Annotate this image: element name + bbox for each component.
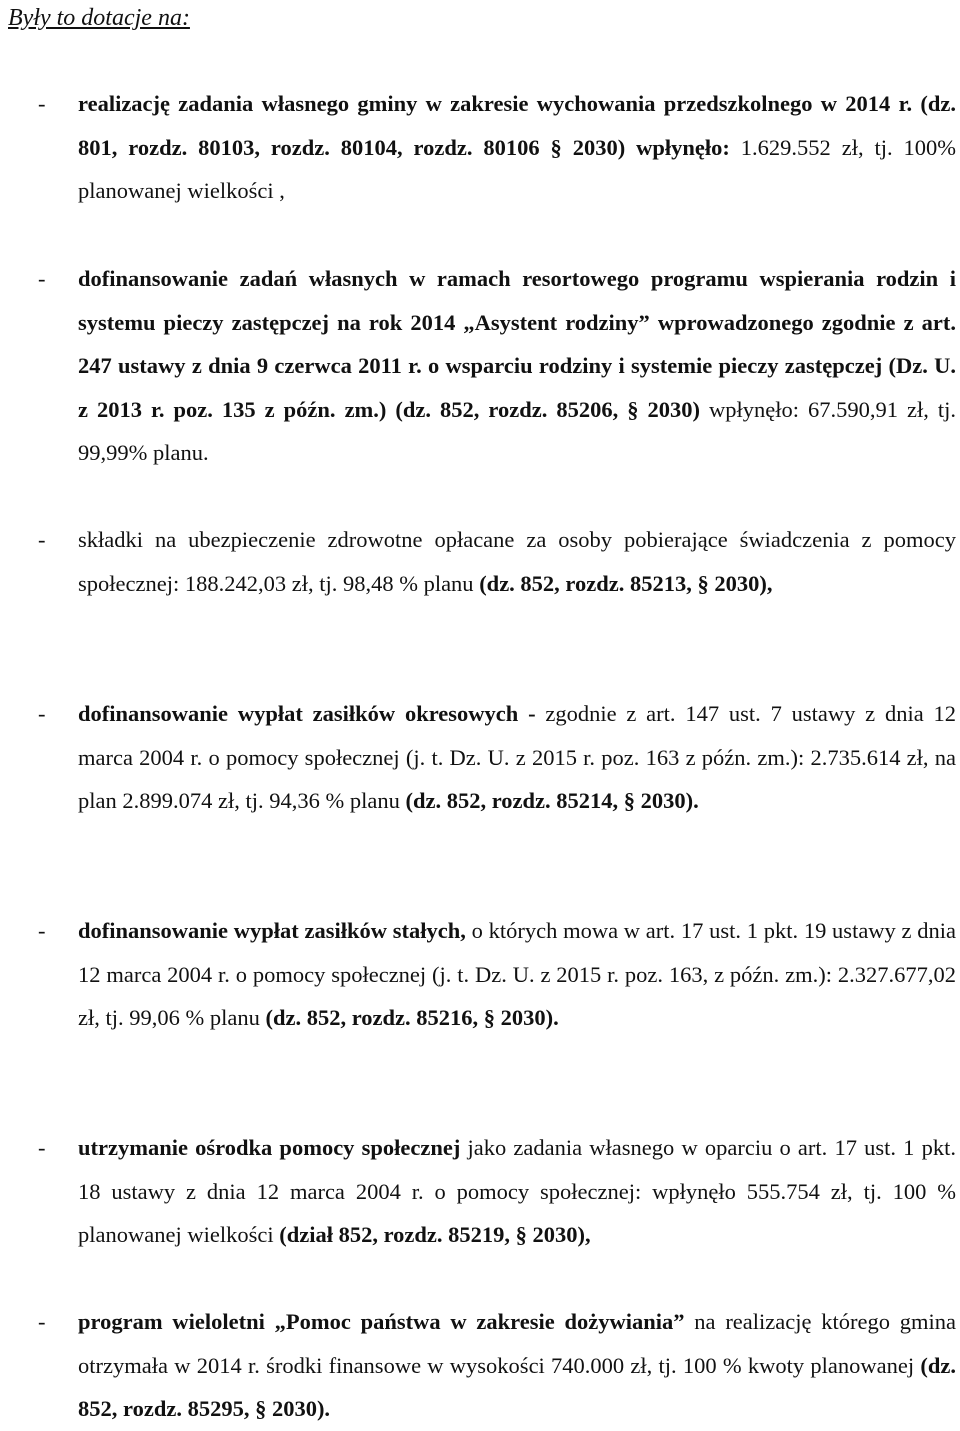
text-run: (dz. 852, rozdz. 85214, § 2030). (405, 788, 699, 813)
list-bullet: - (38, 701, 46, 726)
text-run: (dz. 852, rozdz. 85216, § 2030). (265, 1005, 559, 1030)
list-bullet: - (38, 91, 46, 116)
text-run: wpłynęło: 67.590,91 zł, tj. 99,99% planu. (78, 396, 956, 465)
section-heading: Były to dotacje na: (8, 5, 190, 31)
list-item-text (78, 1300, 956, 1431)
list-item-text (78, 82, 956, 213)
list-bullet: - (38, 266, 46, 291)
text-run: (dz. 852, rozdz. 85213, § 2030), (479, 570, 773, 596)
list-item-text (78, 257, 956, 475)
text-run: jako zadania własnego w oparciu o art. 17 ust. 1 pkt. 18 ustawy z dnia 12 marca 2004 r. o pomocy społecznej: wpłynęło 555.754 zł, tj. 100 % planowanej wielkości (78, 1135, 956, 1247)
list-bullet: - (38, 918, 46, 943)
text-run: składki na ubezpieczenie zdrowotne opłacane za osoby pobierające świadczenia z pomocy społecznej: 188.242,03 zł, tj. 98,48 % planu (78, 527, 956, 596)
text-run: realizację zadania własnego gminy w zakresie wychowania przedszkolnego w 2014 r. (dz. 801, rozdz. 80103, rozdz. 80104, rozdz. 80106 § 2030) wpłynęło: (78, 91, 956, 160)
list-bullet: - (38, 1135, 46, 1160)
text-run: 1.629.552 zł, tj. 100% planowanej wielkości , (78, 134, 957, 203)
text-run: (dział 852, rozdz. 85219, § 2030), (279, 1222, 591, 1247)
text-run: zgodnie z art. 147 ust. 7 ustawy z dnia 12 marca 2004 r. o pomocy społecznej (j. t. Dz. U. z 2015 r. poz. 163 z późn. zm.): 2.735.614 zł, na plan 2.899.074 zł, tj. 94,36 % planu (78, 701, 956, 813)
text-run: na realizację którego gmina otrzymała w 2014 r. środki finansowe w wysokości 740.000 zł, tj. 100 % kwoty planowanej (78, 1309, 956, 1378)
text-run: dofinansowanie zadań własnych w ramach resortowego programu wspierania rodzin i systemu pieczy zastępczej na rok 2014 „Asystent rodziny” wprowadzonego zgodnie z art. 247 ustawy z dnia 9 czerwca 2011 r. o wsparciu rodziny i systemie pieczy zastępczej (Dz. U. z 2013 r. poz. 135 z późn. zm.) (dz. 852, rozdz. 85206, § 2030) (78, 266, 956, 422)
text-run: dofinansowanie wypłat zasiłków stałych, (78, 918, 466, 943)
text-run: program wieloletni „Pomoc państwa w zakresie dożywiania” (78, 1309, 685, 1334)
list-item-text (78, 909, 956, 1040)
list-bullet: - (38, 527, 46, 552)
text-run: dofinansowanie wypłat zasiłków okresowych - (78, 701, 536, 726)
list-item-text (78, 1126, 956, 1257)
list-item-text (78, 692, 956, 823)
list-item-text (78, 518, 956, 605)
text-run: utrzymanie ośrodka pomocy społecznej (78, 1135, 461, 1160)
list-bullet: - (38, 1309, 46, 1334)
text-run: (dz. 852, rozdz. 85295, § 2030). (78, 1352, 956, 1421)
text-run: o których mowa w art. 17 ust. 1 pkt. 19 ustawy z dnia 12 marca 2004 r. o pomocy społecznej (j. t. Dz. U. z 2015 r. poz. 163, z późn. zm.): 2.327.677,02 zł, tj. 99,06 % planu (78, 918, 956, 1030)
